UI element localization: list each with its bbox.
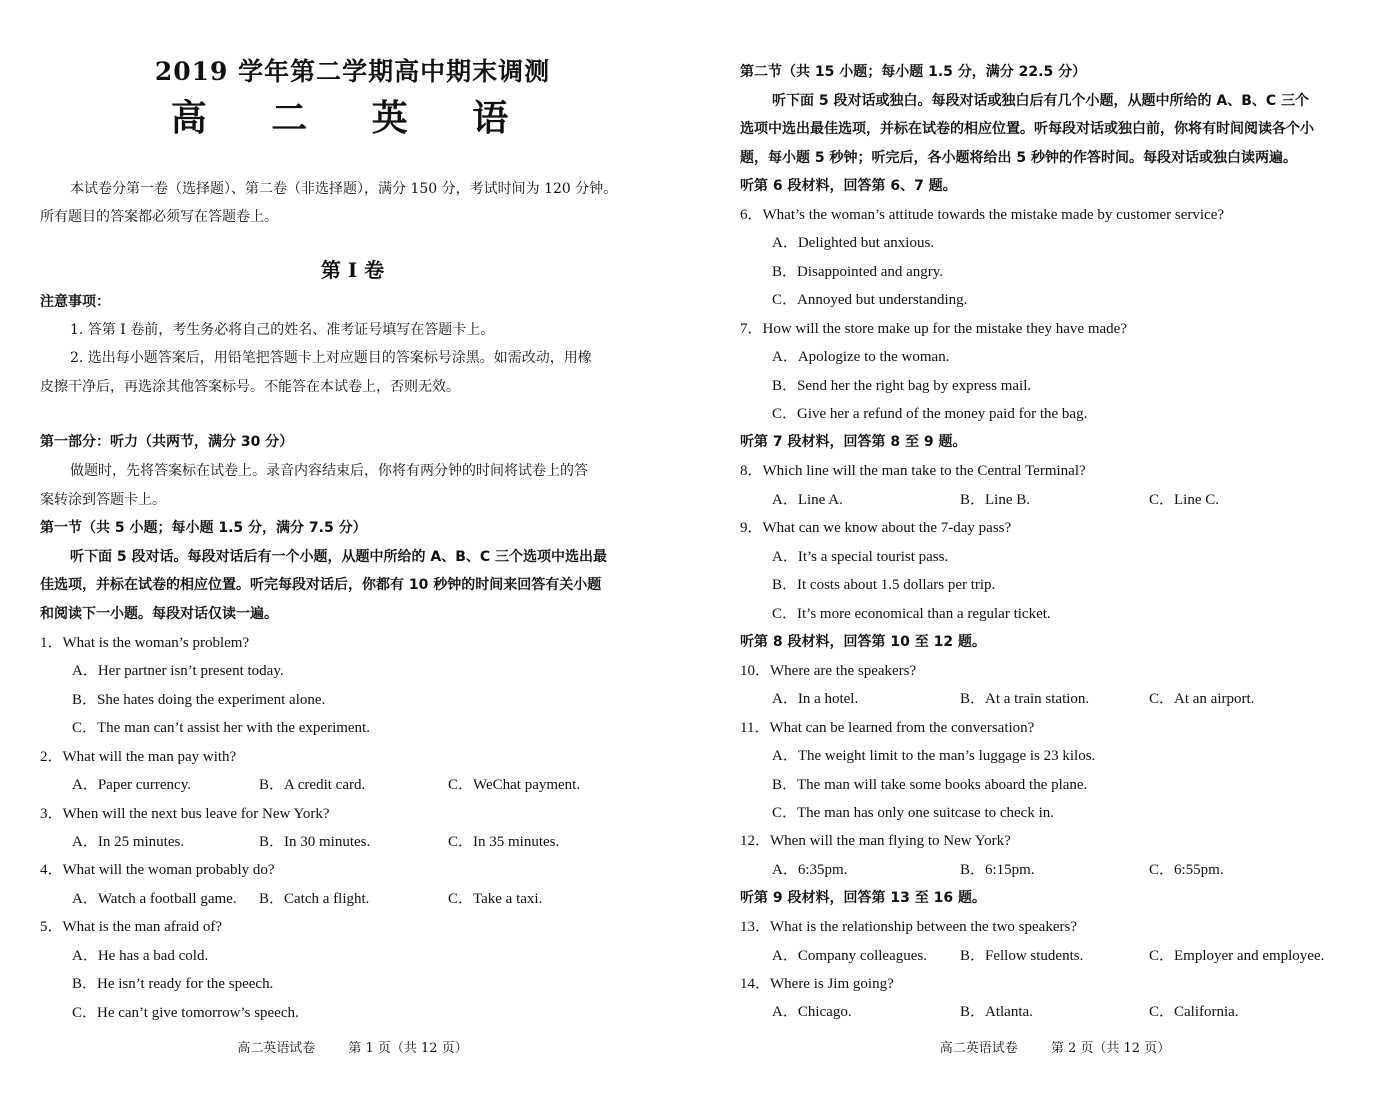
question-4-option-c: C．Take a taxi. xyxy=(448,891,543,907)
question-11-option-c: C．The man has only one suitcase to check in. xyxy=(772,805,1055,821)
section2-instruction-line-2: 选项中选出最佳选项，并标在试卷的相应位置。听每段对话或独白前，你将有时间阅读各个小 xyxy=(740,121,1314,137)
question-2-option-c: C．WeChat payment. xyxy=(448,777,581,793)
material-6-heading: 听第 6 段材料，回答第 6、7 题。 xyxy=(740,178,957,194)
question-4-option-b: B．Catch a flight. xyxy=(259,891,370,907)
question-11-option-b: B．The man will take some books aboard the plane. xyxy=(772,777,1088,793)
question-8-option-a: A．Line A. xyxy=(772,492,843,508)
section2-instruction-line-3: 题，每小题 5 秒钟；听完后，各小题将给出 5 秒钟的作答时间。每段对话或独白读两遍。 xyxy=(740,150,1297,166)
question-10-option-b: B．At a train station. xyxy=(960,691,1090,707)
question-6-option-b: B．Disappointed and angry. xyxy=(772,264,944,280)
question-3-option-c: C．In 35 minutes. xyxy=(448,834,560,850)
question-12-option-a: A．6:35pm. xyxy=(772,862,848,878)
question-12: 12．When will the man flying to New York? xyxy=(740,833,1011,849)
question-12-option-c: C．6:55pm. xyxy=(1149,862,1224,878)
question-14-option-b: B．Atlanta. xyxy=(960,1004,1033,1020)
notice-1: 1. 答第 I 卷前，考生务必将自己的姓名、准考证号填写在答题卡上。 xyxy=(70,322,495,338)
material-8-heading: 听第 8 段材料，回答第 10 至 12 题。 xyxy=(740,634,986,650)
question-2: 2．What will the man pay with? xyxy=(40,749,237,765)
question-6-option-c: C．Annoyed but understanding. xyxy=(772,292,968,308)
question-13-option-b: B．Fellow students. xyxy=(960,948,1084,964)
question-9-option-c: C．It’s more economical than a regular ticket. xyxy=(772,606,1051,622)
question-11-option-a: A．The weight limit to the man’s luggage is 23 kilos. xyxy=(772,748,1096,764)
question-12-option-b: B．6:15pm. xyxy=(960,862,1035,878)
question-13-option-c: C．Employer and employee. xyxy=(1149,948,1325,964)
section1-instruction-line-1: 听下面 5 段对话。每段对话后有一个小题，从题中所给的 A、B、C 三个选项中选出最 xyxy=(70,549,608,565)
left-page xyxy=(40,0,665,1095)
question-5: 5．What is the man afraid of? xyxy=(40,919,223,935)
section2-heading: 第二节（共 15 小题；每小题 1.5 分，满分 22.5 分） xyxy=(740,64,1087,80)
question-7-option-a: A．Apologize to the woman. xyxy=(772,349,950,365)
page-footer: 高二英语试卷 第 2 页（共 12 页） xyxy=(939,1041,1171,1056)
material-7-heading: 听第 7 段材料，回答第 8 至 9 题。 xyxy=(740,434,967,450)
notice-2-line-2: 皮擦干净后，再选涂其他答案标号。不能答在本试卷上，否则无效。 xyxy=(40,379,460,395)
question-1: 1．What is the woman’s problem? xyxy=(40,635,250,651)
question-13-option-a: A．Company colleagues. xyxy=(772,948,927,964)
page-footer: 高二英语试卷 第 1 页（共 12 页） xyxy=(237,1041,468,1056)
question-13: 13．What is the relationship between the two speakers? xyxy=(740,919,1077,935)
question-7: 7．How will the store make up for the mistake they have made? xyxy=(740,321,1127,337)
question-1-option-a: A．Her partner isn’t present today. xyxy=(72,663,284,679)
question-5-option-a: A．He has a bad cold. xyxy=(72,948,209,964)
question-8-option-c: C．Line C. xyxy=(1149,492,1219,508)
notice-heading: 注意事项： xyxy=(40,294,110,310)
question-6: 6．What’s the woman’s attitude towards the mistake made by customer service? xyxy=(740,207,1225,223)
section1-heading: 第一节（共 5 小题；每小题 1.5 分，满分 7.5 分） xyxy=(40,520,367,536)
volume-title: 第 I 卷 xyxy=(320,258,385,282)
exam-subject: 高 二 英 语 xyxy=(170,97,535,139)
question-2-option-a: A．Paper currency. xyxy=(72,777,191,793)
question-1-option-b: B．She hates doing the experiment alone. xyxy=(72,692,326,708)
question-9: 9．What can we know about the 7-day pass? xyxy=(740,520,1012,536)
question-1-option-c: C．The man can’t assist her with the experiment. xyxy=(72,720,370,736)
section1-instruction-line-2: 佳选项，并标在试卷的相应位置。听完每段对话后，你都有 10 秒钟的时间来回答有关小题 xyxy=(40,577,602,593)
question-7-option-b: B．Send her the right bag by express mail. xyxy=(772,378,1032,394)
exam-title: 2019 学年第二学期高中期末调测 xyxy=(154,57,551,86)
question-14-option-a: A．Chicago. xyxy=(772,1004,852,1020)
part1-instruction-line-2: 案转涂到答题卡上。 xyxy=(40,492,166,508)
question-11: 11．What can be learned from the conversation? xyxy=(740,720,1035,736)
part1-instruction-line-1: 做题时，先将答案标在试卷上。录音内容结束后，你将有两分钟的时间将试卷上的答 xyxy=(70,463,588,479)
intro-line-2: 所有题目的答案都必须写在答题卷上。 xyxy=(40,209,278,225)
question-7-option-c: C．Give her a refund of the money paid for the bag. xyxy=(772,406,1088,422)
question-3-option-a: A．In 25 minutes. xyxy=(72,834,185,850)
question-5-option-c: C．He can’t give tomorrow’s speech. xyxy=(72,1005,299,1021)
question-9-option-a: A．It’s a special tourist pass. xyxy=(772,549,949,565)
right-page xyxy=(740,0,1370,1095)
question-6-option-a: A．Delighted but anxious. xyxy=(772,235,935,251)
question-14-option-c: C．California. xyxy=(1149,1004,1239,1020)
intro-line-1: 本试卷分第一卷（选择题）、第二卷（非选择题），满分 150 分，考试时间为 120 分钟。 xyxy=(70,181,618,197)
section2-instruction-line-1: 听下面 5 段对话或独白。每段对话或独白后有几个小题，从题中所给的 A、B、C 三个 xyxy=(772,93,1310,109)
question-8: 8．Which line will the man take to the Central Terminal? xyxy=(740,463,1086,479)
question-3: 3．When will the next bus leave for New York? xyxy=(40,806,330,822)
part1-heading: 第一部分：听力（共两节，满分 30 分） xyxy=(40,434,294,450)
material-9-heading: 听第 9 段材料，回答第 13 至 16 题。 xyxy=(740,890,986,906)
question-5-option-b: B．He isn’t ready for the speech. xyxy=(72,976,274,992)
question-10-option-a: A．In a hotel. xyxy=(772,691,859,707)
question-3-option-b: B．In 30 minutes. xyxy=(259,834,371,850)
notice-2-line-1: 2. 选出每小题答案后，用铅笔把答题卡上对应题目的答案标号涂黑。如需改动，用橡 xyxy=(70,350,592,366)
question-4-option-a: A．Watch a football game. xyxy=(72,891,237,907)
question-2-option-b: B．A credit card. xyxy=(259,777,366,793)
question-10: 10．Where are the speakers? xyxy=(740,663,917,679)
question-9-option-b: B．It costs about 1.5 dollars per trip. xyxy=(772,577,996,593)
question-14: 14．Where is Jim going? xyxy=(740,976,894,992)
question-8-option-b: B．Line B. xyxy=(960,492,1030,508)
section1-instruction-line-3: 和阅读下一小题。每段对话仅读一遍。 xyxy=(40,606,278,622)
question-4: 4．What will the woman probably do? xyxy=(40,862,275,878)
question-10-option-c: C．At an airport. xyxy=(1149,691,1255,707)
